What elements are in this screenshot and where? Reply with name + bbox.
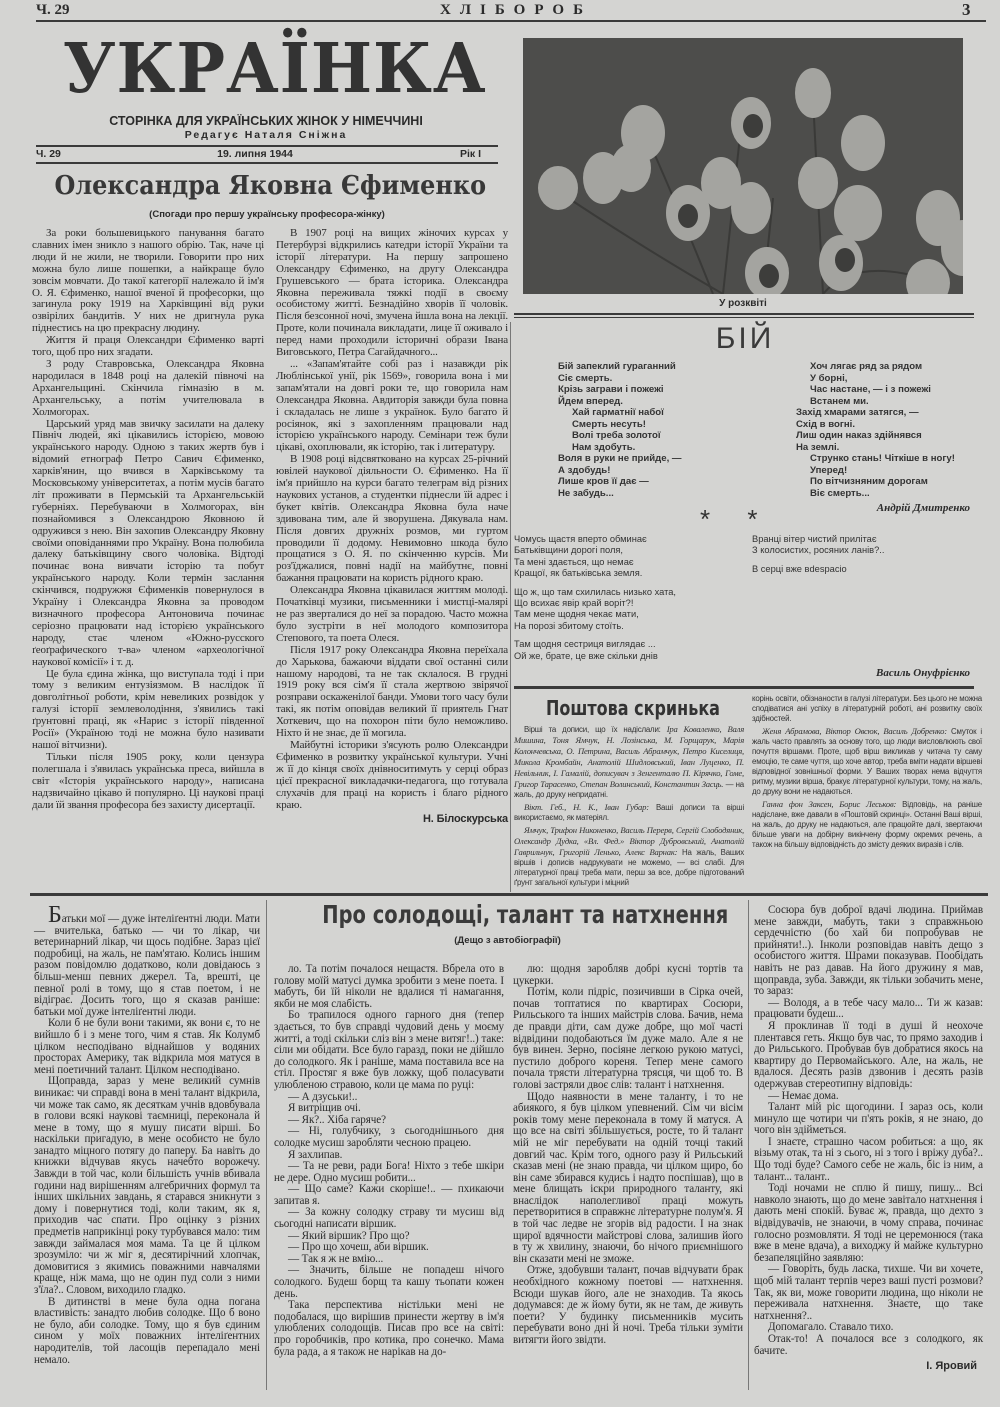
reply-text: Смуток і жаль часто правлять за основу того, що люди висловлюють свої почуття віршами. Проте, щоб вірш викликав у читача ту саму емоцію, те саме чуття, що хоче автор, треба вміти надати віршеві відповідної зовнішньої форми. У Ваших творах нема відчуття ритму, музики вірша, бракує літературної культури, тому, на жаль, до друку вони не надаються. [752,727,982,796]
article2-paragraph: ло. Та потім почалося нещастя. Вбрела ото в голову моїй матусі думка зробити з мене поета. І мабуть, би їй ніколи не вдалися ті намагання, якби не моя слабість. [274,963,504,1010]
reply-text: корінь освіти, обізнаности в галузі літератури. Без цього не можна сподіватися ані успіху в літературній роботі, ані розвитку своїх здібностей. [752,694,982,723]
poem-stanza [514,534,744,580]
poem-line: У борні, [810,372,848,384]
article-paragraph: З роду Ставровська, Олександра Яковна народилася в 1848 році на далекій півночі на Архангельщині. Скінчила гімназію в м. Архангельську, а потім учителювала в Холмогорах. [32,357,264,418]
article2-paragraph: Допомагало. Ставало тихо. [768,1321,894,1334]
photo-caption: У розквіті [719,298,767,309]
poem2-right-column [752,534,982,582]
article2-paragraph: — Як?.. Хіба гаряче? [288,1113,386,1126]
article2-paragraph: Така перспектива ністільки мені не подобалася, що вирішив принести жертву в ім'я улюблених солодощів. Писав про все на світі: про горобчиків, про котика, про сонечко. Мама була рада, а я також не нарікав на до- [274,1299,504,1358]
poem-line: Ой же, брате, це вже скільки днів [514,650,658,661]
poem-line: Лиш один наказ здійнявся [796,430,922,441]
article-paragraph: Царський уряд мав звичку засилати на далеку Північ людей, які цікавились історією, мовою українського народу. Одною з таких жертв був і відомий етнограф Петро Савич Єфименко, харків'янин, що вчився в Харківському та Московському університетах, а потім мусів багато літ проживати в Пермській та Архангельській губерніях. Перебуваючи в Холмогорах, він познайомився з Олександрою Яковною й одружився з нею. Він захопив Олександру Яковну своїми оповіданнями про Україну. Вона полюбила далеку батьківщину свого чоловіка. Відтоді починає вона вивчати історію та побут українського народу. Коли термін заслання скінчився, подружжя Єфименків повернулося в Україну і Олександра Яковна за проводом визначного професора Антоновича починає серіозно працювати над історією українського народу, стає членом «Южно-русского ґеоґрафического т-ва» членом «археологічної наукової комісії» і т. д. [32,417,264,668]
article2-paragraph: Потім, коли підріс, позичивши в Сірка очей, почав топтатися по квартирах Сосюри, Рильського та інших майстрів слова. Бачив, нема де правди діти, сам дуже добре, що мої часті відвідини подобаються їм дуже мало. Але я не був винен. Зерно, посіяне легкою рукою матусі, пустило доброго кореня. Тепер мене самого почала трясти літературна трясця, чи щоб то. В голові застряли двоє слів: талант і натхнення. [513,986,743,1091]
poem-line: Струнко стань! Чіткіше в ногу! [810,453,955,464]
poem-line: Воля в руки не прийде, — [558,453,682,464]
article-paragraph: В 1908 році відсвятковано на курсах 25-річний ювілей наукової діяльности О. Єфименко. На її ім'я прийшло на курси багато телеграм від різних наукових установ, а студентки піднесли їй адрес і букет квітів. Олександра Яковна була наче здивована тим, але й зворушена. Дякувала нам. Після довгих дружніх розмов, ми гуртом проводили її додому. Невимовно шкода було прощатися з О. Я. по скінченню курсів. Ми роз'їджалися, повні надії на майбутнє, повні бажання працювати на користь рідного краю. [276,453,508,585]
article-paragraph: В 1907 році на вищих жіночих курсах у Петербурзі відкрились катедри історії України та історії літератури. На першу запрошено Олександру Єфименко, на другу Олександра Грушевського — брата історика. Олександра Яковна переживала тяжкі події в своєму особистому житті. Безнадійно хворів її чоловік. Після безсонної ночі, змучена йшла вона на лекції. Проте, коли починала викладати, лице її оживало і перед нами проходили історичні образи Івана Виговського, Петра Сагайдачного... [276,227,508,359]
article2-subtitle: (Дещо з автобіографії) [454,935,561,946]
poem-stanza [514,639,744,662]
poem-right-column [796,361,986,499]
poem-stanza [796,407,986,453]
article-title: Олександра Яковна Єфименко [54,171,487,201]
article2-paragraph: Сосюра був доброї вдачі людина. Приймав мене завжди, мабуть, таки з справжньою сердечністю (бо хай би попробував не прийняти!..). Інколи розповідав навіть дещо з особистого життя. Шрами показував. Пообідать навіть не раз давав. На його дружину я мав, щоправда, зуба. Завжди, як тільки зобачить мене, то зараз: [754,904,983,998]
poem2-left-column [514,534,744,669]
poem-line: По вітчизняним дорогам [810,476,928,487]
poem-line: Чомусь щастя вперто обминає [514,534,647,544]
poem-line: Час настане, — і з пожежі [810,384,931,395]
column-divider [266,900,267,1390]
article2-paragraph: Тоді ночами не сплю й пишу, пишу... Всі навколо знають, що до мене завітало натхнення і дають мені спокій. Буває ж, правда, що дехто з відвідувачів, не знаючи, в чому справа, починає голосно розмовляти. Я тоді не церемонюся (така вже в мене вдача), а виходжу й майже культурно безапеляційно заявляю: [754,1182,983,1264]
article2-paragraph: — Говоріть, будь ласка, тихше. Чи ви хочете, щоб мій талант терпів через ваші пусті розмови? Так, як ви, може говорити людина, що ніколи не переживала натхнення. Знаєте, що таке натхнення?.. [754,1263,983,1322]
article-paragraph: Олександра Яковна цікавилася життям молоді. Початківці музики, письменники і мистці-малярі не раз зверталися до неї за порадою. Часто можна було зустріти в неї молодого композитора Степового, та поета Олеся. [276,584,508,644]
correspondent-names: Іра Коваленко, Валя Мишина, Тоня Ямчук, Н. Лозінська, М. Горщарук, Марія Колончевська, О. Петрина, Василь Абрамчук, Петро Киселиця, Микола Кромбайн, Анатолій Шидловський, Іван Луценко, П. Невільник, І. Гамалій, дописувач з Зенгенталю П. Кірячко, Гоме, Григор Тарасенко, Степан Волинський, Константин Засць. [514,724,744,789]
poem2-rule [514,686,974,689]
poem-line: Крізь заграви і пожежі [558,384,664,395]
correspondent-names: Ямчук, Трифон Никоненко, Василь Перерв, Сергій Слободяник, Олександр Дудка, «Вл. Фед.» Віктор Дубровський, Анатолій Гаврильчук, Григорій Ленько, Алекс Варнак: [514,825,744,857]
column-divider [748,900,749,1390]
article2-column-4 [754,905,983,1372]
article2-paragraph: Коли б не були вони такими, як вони є, то не вийшло б і з мене того, чим я став. Як Колумб цілком несподівано віднайшов у водяних просторах Америку, так відкрила моя матуся в мені поетичний талант. Цілком несподівано. [34,1017,260,1076]
mailbox-column-2 [752,694,982,852]
reply-text: На жаль, Ваших віршів і дописів надрукувати не можемо, — всі слабі. Для літературної праці треба мати, перш за все, добре підготований ґрунт загальної культури і міцний [514,848,744,887]
article2-paragraph: лю: щодня заробляв добрі кусні тортів та цукерки. [513,963,743,987]
article2-column-1 [34,902,260,1366]
article2-paragraph: Отак-то! А почалося все з солодкого, як бачите. [754,1332,983,1357]
masthead-rule-top [36,145,498,147]
column-divider [510,322,511,892]
poem-title: БІЙ [715,322,775,355]
poem-line: Що всихає явір край воріт?! [514,598,634,609]
article-author: Н. Білоскурська [422,813,508,826]
reply-text: — на жаль, до друку непридатні. [514,780,744,799]
reply-text: Ваші дописи та вірші використаємо, як матеріял. [514,803,744,822]
article-paragraph: Майбутні історики з'ясують ролю Олександри Єфименко в розвитку української культури. Учні ж її до кінця своїх днівноситимуть у серці образ цієї прекрасної викладачки-педагога, що готувала слухачів для праці на користь і благо рідного краю. [276,738,508,811]
article2-author: І. Яровий [926,1360,977,1373]
page-number: 3 [962,0,971,19]
article2-paragraph: — Який віршик? Про що? [288,1229,410,1242]
poem-line: Що ж, що там схилилась низько хата, [514,586,677,597]
poem-stanza [796,361,986,407]
masthead-year: Рік I [460,148,482,160]
photo-rule-2 [514,317,974,318]
article-paragraph: Це була єдина жінка, що виступала тоді і при тому з великим ентузіязмом. В наслідок її довголітньої роботи, крім невеликих розвідок у галузі історії землеволодіння, з'явились такі ґрунтовні праці, як «Нарис з історії південної Росії» (Україною тоді не можна було називати нашої вітчизни). [32,667,264,751]
poem-line: Йдем вперед. [558,395,623,407]
masthead-rule-bottom [36,162,498,164]
mailbox-column-1 [514,724,744,890]
poem-line: Сіє смерть. [558,372,613,384]
masthead-editor: Редагує Наталя Сніжна [184,129,348,141]
masthead-issue: Ч. 29 [36,148,61,160]
article2-paragraph: Бо трапилося одного гарного дня (тепер здається, то був справді чудовий день у моєму житті, а тоді скільки сліз він з мене витяг!..) таке: сіли ми обідати. Все було гаразд, поки не дійшло до солодкого. Як і раніше, мама поставила все на стіл. Простяг я вже був ложку, щоб поласувати улюбленою стравою, коли це мама по руці: [274,1009,504,1091]
article2-paragraph: — Та не реви, ради Бога! Ніхто з тебе шкіри не дере. Одно мусиш робити... [274,1160,504,1184]
poem-line: Хоч лягає ряд за рядом [810,361,923,372]
poem-line: З колосистих, росяних ланів?.. [752,545,885,556]
poem-line: Смерть несуть! [572,418,646,430]
poem-stanza [558,453,758,499]
article2-column-3 [513,964,743,1347]
reply-text: Відповідь, на раніше надіслане, вже давали в «Поштовій скринці». Останні Ваші вірші, на жаль, до друку не надаються, але працюйте далі, звертаючи більше уваги на добірну викінчену форму окремих речень, а також на більшу відповідність до змісту деяких виразів і слів. [752,800,982,849]
article2-title: Про солодощі, талант та натхнення [322,900,729,929]
poem-line: Батьківщини дорогі поля, [514,545,624,556]
poem-line: Уперед! [810,464,848,476]
mailbox-reply [752,799,982,850]
masthead-subtitle: СТОРІНКА ДЛЯ УКРАЇНСЬКИХ ЖІНОК У НІМЕЧЧИНІ [109,114,423,128]
poem-left-column [558,361,758,499]
poem-line: Захід хмарами затягся, — [796,407,919,418]
article2-paragraph: — Так я ж не вмію... [288,1252,384,1265]
article2-paragraph: — Немає дома. [768,1089,839,1102]
poem-author: Андрій Дмитренко [876,502,970,514]
poem-line: Віє смерть... [810,487,870,499]
article-subtitle: (Спогади про першу українську професора-жінку) [149,209,385,220]
poem-line: На порозі збитому стоїть. [514,620,624,631]
mailbox-reply [752,726,982,797]
poem-line: Там мене щодня чекає мати, [514,609,639,620]
correspondent-names: Женя Абрамова, Віктор Овсюк, Василь Добренко: [762,726,947,736]
article2-paragraph: І знаєте, страшно часом робиться: а що, як візьму отак, та ні з сього, ні з того і вріжу дуба?.. Що тоді буде? Самого себе не жаль, біс із ним, а талант... талант.. [754,1135,983,1183]
article2-paragraph: Батьки мої — дуже інтеліґентні люди. Мати — вчителька, батько — чи то лікар, чи ветеринарний лікар, чи щось подібне. Зараз цієї подробиці, на жаль, не пам'ятаю. Колись іншим разом повідомлю додатково, коли довідаюсь з більш-менш певних джерел. Та, врешті, це певної ролі в тому, що я став поетом, і не відіграє. Досить того, що я сказав раніше: батьки мої дуже інтеліґентні люди. [34,902,260,1018]
poem-asterisks: * * [700,504,758,534]
poem-line: Волі треба золотої [572,430,661,441]
article2-paragraph: — Значить, більше не попадеш нічого солодкого. Будеш борщ та кашу тьопати кожен день. [274,1264,504,1300]
article2-paragraph: — Що саме? Кажи скоріше!.. — пхикаючи запитав я. [274,1183,504,1207]
poem-line: Бій запеклий гураганний [558,361,676,372]
poem-line: Кращої, як батьківська земля. [514,568,643,579]
article2-paragraph: Я проклинав її тоді в душі й неохоче плентався геть. Якщо був час, то прямо заходив і до Рильського. Пробував був добратися якось на квартиру до Первомайського. Але, на жаль, не вдалося. Десять разів дзвонив і десять разів одержував стереотипну відповідь: [754,1019,983,1090]
poem-line: Та мені здається, що немає [514,556,634,567]
article-paragraph: Тільки після 1905 року, коли цензура полегшала і з'явилась українська преса, вийшла в світ «Історія українського народу», написана надзвичайно цікаво й популярно. Ці наукові праці дали їй звання професора без захисту дисертації. [32,750,264,811]
article-paragraph: ... «Запам'ятайте собі раз і назавжди рік Люблінської унії, рік 1569», говорила вона і ми запам'ятали на довгі роки те, що говорила нам Олександра Яковна. Авдиторія завжди була повна і складалась не лише з українок. Було багато й росіянок, які з захопленням працювали над історією українського народу. Семінари теж були цікаві, охоплювали, як історію, так і литературу. [276,357,508,454]
mailbox-reply [514,724,744,800]
mailbox-reply [514,802,744,823]
article2-column-2 [274,964,504,1358]
poem-line: Не забудь... [558,487,614,499]
section-rule [30,893,988,896]
poem-line: Схід в вогні. [796,418,856,430]
mailbox-reply [514,825,744,888]
masthead-date: 19. липня 1944 [217,148,293,160]
mailbox-reply [752,694,982,724]
poem2-author: Василь Онуфрієнко [876,667,970,679]
article-body [32,228,508,826]
poem-line: Нам здобуть. [572,441,636,453]
poem-line: Там щодня сестриця виглядає ... [514,639,656,650]
running-head-paper-name: ХЛІБОРОБ [440,2,592,18]
article2-paragraph: Я захлипав. [288,1148,343,1161]
poem-line: Лише кров її дає — [558,476,649,487]
running-head-issue: Ч. 29 [36,2,70,18]
correspondent-names: Ганна фон Заксен, Борис Леськов: [762,799,897,809]
header-rule [36,20,986,22]
tulips-photo [523,38,963,294]
article2-paragraph: Щоправда, зараз у мене великий сумнів виникає: чи справді вона в мені талант відкрила, чи може так само, як десяткам учнів вдовбувала в голови всякі наукові таємниці, переконала й мене в тому, що я мушу писати вірші. Бо наскільки пригадую, в мене особисто не було занадто міцного потягу до паперу. Ба навіть до книжки відчував якусь начебто ворожечу. Завжди в той час, коли більшість учнів вбивала години над вирішенням алгебричних формул та інших шкільних завдань, я старався зникнути з дому і повернутися тоді, коли таким, як я, приходив час спати. Про оцінку з різних предметів наприкінці року турбувався мало: тим завжди займалася моя мама. Та це й цілком зрозуміло: чи ж міг я, десятирічний хлопчак, домовитися з якимись поважними навчалями краще, ніж мама, що не один пуд соли з ними з'їла?.. Словом, виходило гладко. [34,1075,260,1296]
mailbox-title: Поштова скринька [546,696,720,720]
poem-line: Хай гарматнії набої [572,407,664,418]
poem-line: В серці вже вdespacio [752,563,847,574]
poem-stanza [796,453,986,499]
poem-line: Вранці вітер чистий прилітає [752,534,877,544]
article2-paragraph: Отже, здобувши талант, почав відчувати брак необхідного кожному поетові — натхнення. Всюди шукав його, але не знаходив. Та якось додумався: де ж йому бути, як не там, де живуть поети? У будинку письменників мусить перебувати воно дні й ночі. Треба тільки зуміти витягти його звідти. [513,1264,743,1346]
article2-paragraph: Я витріщив очі. [288,1102,361,1115]
article2-paragraph: Талант мій ріс щогодини. І зараз ось, коли минуло ще чотири чи п'ять років, я не знаю, до чого він здійметься. [754,1101,983,1137]
poem-stanza [752,534,982,557]
article2-paragraph: В дитинстві в мене була одна погана властивість: занадто любив солодке. Що б воно не було, аби солодке. Тому, що я був єдиним сином у моїх поважних інтеліґентних народителів, той ласощів перепадало мені немало. [34,1295,260,1366]
poem-stanza [558,361,758,407]
masthead-logo: УКРАЇНКА [63,27,487,108]
article2-paragraph: — За кожну солодку страву ти мусиш від сьогодні написати віршик. [274,1206,504,1231]
article2-paragraph: — А дзуськи!.. [288,1090,358,1103]
article-paragraph: За роки большевицького панування багато славних імен зникло з нашого обрію. Так, наче ці люди й не жили, не творили. Говорити про них можна було лише пошепки, а найкраще було зовсім мовчати. До такої категорії належало й ім'я О. Я. Єфименко, нашої вченої й професорки, що загинула року 1919 на Харківщині від руки озвірілих бандитів. У них не дригнула рука піднестись на цю прекрасну людину. [32,227,264,335]
reply-text: Вірші та дописи, що їх надіслали: [524,725,667,734]
article2-paragraph: Щодо наявности в мене таланту, і то не абиякого, я був цілком упевнений. Сім чи вісім років тому мене переконала в тому й матуся. А що все на світі збільшується, росте, то й талант мій не міг перебувати на одній точці такий довгий час. Крім того, одного разу й Рильський сказав мені (не знаю правда, чи цілком щиро, бо він саме збирався кудись і надто поспішав), що в мене блищать іскри природного таланту, які внаслідок наполегливої праці можуть перетворитися в справжнє літературне полум'я. Я в той час ледве не згорів від радости. І на знак щирої вдячности майстрові слова, залишив його в ту ж хвилину, знаючи, бо нічого приємнішого він сказати мені не зможе. [513,1090,744,1265]
article2-paragraph: — Про що хочеш, аби віршик. [288,1241,429,1254]
poem-line: На землі. [796,441,840,453]
article-paragraph: Після 1917 року Олександра Яковна переїхала до Харькова, бажаючи віддати свої останні сили нашому народові, та не так склалося. В грудні 1919 року вся сім'я її стала жертвою звірячої розправи оскаженілої банди. Умови того часу були такі, як потім оповідав великий її приятель Гнат Хоткевич, що на похорон піти було неможливо. Ніхто й не знає, де її могила. [276,643,508,740]
poem-stanza [514,587,744,633]
poem-line: А здобудь! [558,464,611,476]
poem-stanza [752,564,982,575]
article-paragraph: Життя й праця Олександри Єфименко варті того, щоб про них згадати. [32,334,264,359]
photo-rule-1 [514,313,974,315]
poem-stanza [558,407,758,453]
correspondent-names: Вікт. Геб., Н. К., Іван Губар: [524,802,649,812]
article2-paragraph: — Ні, голубчику, з сьогоднішнього дня солодке мусиш заробляти чесною працею. [274,1125,504,1149]
article2-paragraph: — Володя, а в тебе часу мало... Ти ж казав: працювати будеш... [754,996,983,1021]
poem-line: Встанем ми. [810,395,869,407]
